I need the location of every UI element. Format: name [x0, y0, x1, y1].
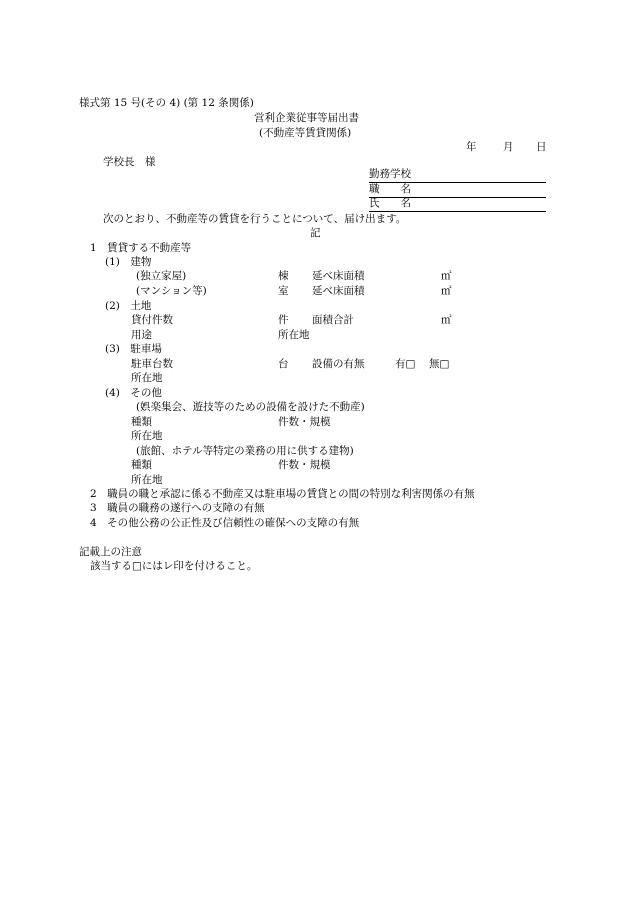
land-area-label: 面積合計 — [312, 314, 354, 326]
item-3: 3 職員の職務の遂行への支障の有無 — [90, 502, 265, 514]
form-number: 様式第 15 号(その 4) (第 12 条関係) — [79, 97, 254, 109]
position-field — [369, 183, 546, 198]
intro-text: 次のとおり、不動産等の賃貸を行うことについて、届け出ます。 — [103, 213, 407, 225]
school-field — [369, 168, 546, 183]
land-heading: (2) 土地 — [105, 300, 152, 312]
item-2: 2 職員の職と承認に係る不動産又は駐車場の賃貸との間の特別な利害関係の有無 — [90, 488, 475, 500]
land-sqm: ㎡ — [441, 314, 452, 326]
name-field — [369, 197, 546, 212]
other-count-scale-1: 件数・規模 — [278, 416, 331, 428]
date-day: 日 — [536, 141, 547, 153]
form-title: 営利企業従事等届出書 — [254, 112, 359, 124]
building-heading: (1) 建物 — [105, 256, 152, 268]
ki-label: 記 — [310, 227, 321, 239]
other-count-scale-2: 件数・規模 — [278, 459, 331, 471]
mansion-unit: 室 — [278, 285, 289, 297]
amusement-note: (娯楽集会、遊技等のための設備を設けた不動産) — [136, 401, 365, 413]
other-type-label-1: 種類 — [131, 416, 152, 428]
mansion-label: (マンション等) — [136, 285, 207, 297]
other-type-label-2: 種類 — [131, 459, 152, 471]
notes-heading: 記載上の注意 — [79, 546, 142, 558]
mansion-sqm: ㎡ — [441, 285, 452, 297]
other-heading: (4) その他 — [105, 387, 162, 399]
land-count-unit: 件 — [278, 314, 289, 326]
date-month: 月 — [503, 141, 514, 153]
parking-no-checkbox[interactable]: 無□ — [429, 358, 450, 370]
land-count-label: 貸付件数 — [131, 314, 173, 326]
other-location-label-2: 所在地 — [131, 474, 163, 486]
parking-location-label: 所在地 — [131, 372, 163, 384]
addressee: 学校長 様 — [103, 156, 156, 168]
detached-area-label: 延べ床面積 — [312, 270, 365, 282]
name-label: 氏 名 — [369, 197, 411, 209]
school-label: 勤務学校 — [369, 168, 411, 180]
parking-heading: (3) 駐車場 — [105, 343, 162, 355]
other-location-label-1: 所在地 — [131, 430, 163, 442]
parking-yes-checkbox[interactable]: 有□ — [395, 358, 416, 370]
land-use-label: 用途 — [131, 329, 152, 341]
section1-heading: 1 賃貸する不動産等 — [90, 242, 192, 254]
detached-sqm: ㎡ — [441, 270, 452, 282]
form-subtitle: (不動産等賃貸関係) — [259, 127, 352, 139]
parking-facility-label: 設備の有無 — [312, 358, 365, 370]
parking-count-unit: 台 — [278, 358, 289, 370]
item-4: 4 その他公務の公正性及び信頼性の確保への支障の有無 — [90, 517, 360, 529]
detached-unit: 棟 — [278, 270, 289, 282]
date-year: 年 — [466, 141, 477, 153]
position-label: 職 名 — [369, 183, 411, 195]
detached-label: (独立家屋) — [136, 270, 187, 282]
land-location-label: 所在地 — [278, 329, 310, 341]
parking-count-label: 駐車台数 — [131, 358, 173, 370]
mansion-area-label: 延べ床面積 — [312, 285, 365, 297]
notes-text: 該当する□にはレ印を付けること。 — [90, 560, 258, 572]
hotel-note: (旅館、ホテル等特定の業務の用に供する建物) — [136, 445, 354, 457]
